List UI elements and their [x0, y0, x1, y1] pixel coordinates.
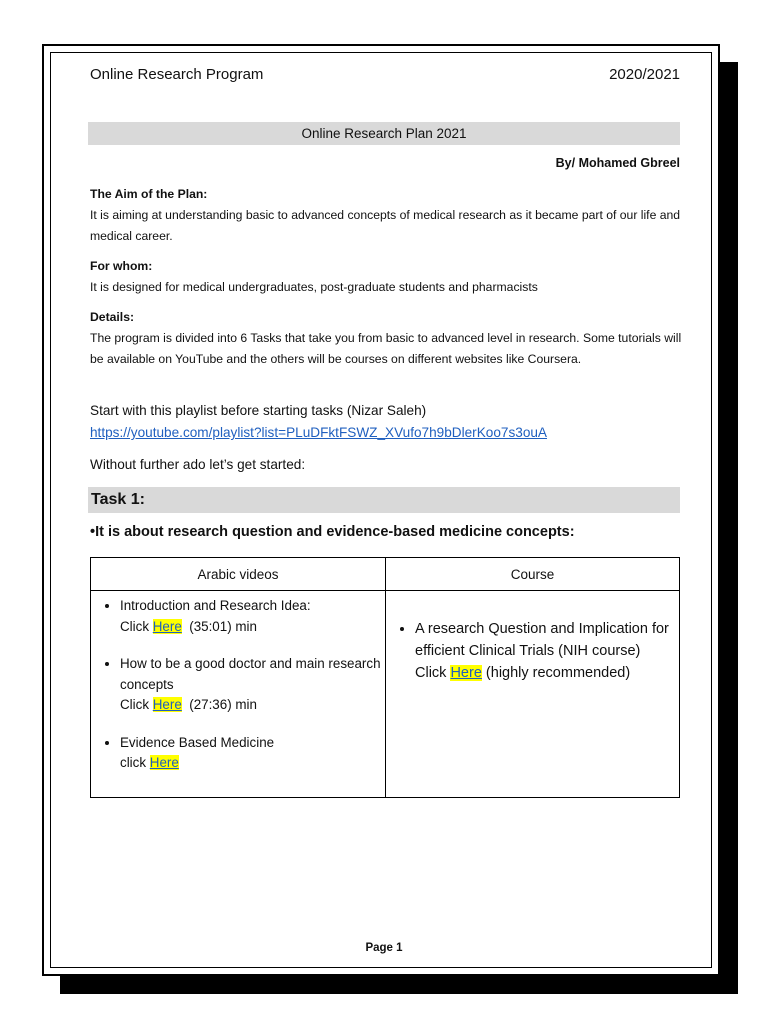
list-item	[415, 618, 678, 684]
here-link[interactable]: Here	[152, 697, 182, 712]
aim-section	[90, 184, 684, 247]
click-label: Click	[120, 618, 150, 634]
aim-text: It is aiming at understanding basic to advanced concepts of medical research as it became part of our life and medical career.	[90, 208, 681, 243]
details-section	[90, 307, 684, 370]
start-text: Without further ado let’s get started:	[90, 457, 306, 472]
video-title: Evidence Based Medicine	[120, 734, 275, 750]
click-label: Click	[415, 665, 447, 681]
course-cell	[386, 591, 680, 798]
video-title: How to be a good doctor and main research concepts	[120, 656, 381, 692]
video-title: Introduction and Research Idea:	[120, 598, 311, 613]
here-link[interactable]: Here	[450, 665, 482, 681]
here-link[interactable]: Here	[149, 755, 179, 770]
header-program: Online Research Program	[90, 66, 264, 83]
videos-cell	[91, 591, 386, 798]
header-year: 2020/2021	[609, 66, 680, 83]
details-text: The program is divided into 6 Tasks that take you from basic to advanced level in research. Some tutorials will be available on YouTube and the others will be courses on different websites like Coursera.	[90, 331, 682, 366]
col-course: Course	[386, 558, 680, 591]
whom-section	[90, 256, 684, 298]
click-label: click	[120, 755, 147, 770]
page-number: Page 1	[365, 942, 403, 954]
playlist-link[interactable]: https://youtube.com/playlist?list=PLuDFktFSWZ_XVufo7h9bDlerKoo7s3ouA	[90, 425, 548, 440]
byline: By/ Mohamed Gbreel	[555, 156, 680, 170]
course-note: (highly recommended)	[485, 665, 631, 681]
task1-table	[90, 557, 680, 798]
playlist-section	[90, 400, 684, 444]
video-duration: (27:36) min	[189, 697, 257, 712]
task1-subtitle: •It is about research question and evidence-based medicine concepts:	[90, 524, 575, 540]
list-item	[120, 596, 384, 637]
task1-title: Task 1:	[88, 487, 680, 513]
here-link[interactable]: Here	[152, 618, 182, 634]
col-arabic-videos: Arabic videos	[91, 558, 386, 591]
playlist-intro: Start with this playlist before starting tasks (Nizar Saleh)	[90, 403, 427, 418]
details-heading: Details:	[90, 310, 135, 324]
video-duration: (35:01) min	[189, 618, 257, 634]
whom-heading: For whom:	[90, 259, 153, 273]
plan-title: Online Research Plan 2021	[88, 122, 680, 145]
course-list	[387, 618, 678, 684]
aim-heading: The Aim of the Plan:	[90, 187, 208, 201]
whom-text: It is designed for medical undergraduates, post-graduate students and pharmacists	[90, 280, 538, 294]
list-item	[120, 654, 384, 716]
course-title: A research Question and Implication for efficient Clinical Trials (NIH course)	[415, 621, 669, 659]
videos-list	[92, 596, 384, 774]
click-label: Click	[120, 697, 150, 712]
list-item	[120, 733, 384, 774]
